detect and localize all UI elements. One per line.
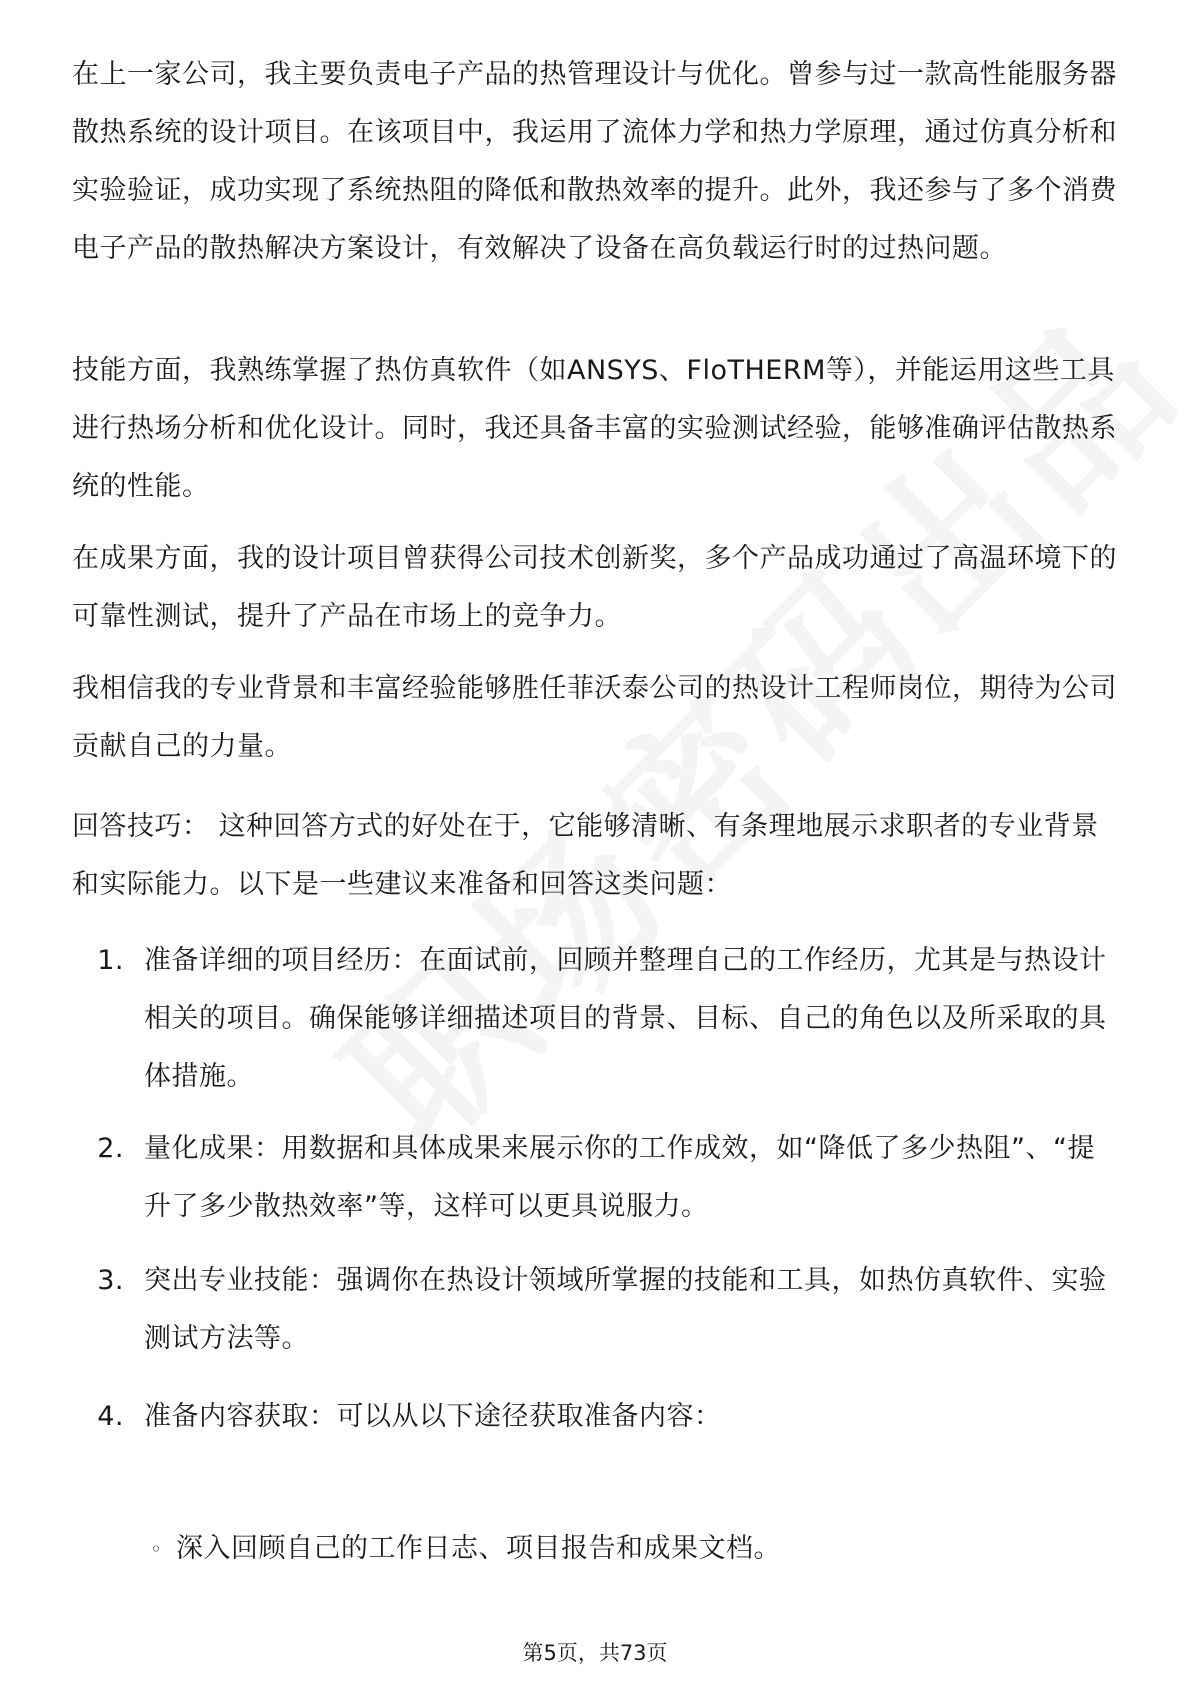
list-text: 准备详细的项目经历：在面试前，回顾并整理自己的工作经历，尤其是与热设计相关的项目。确保能够详细描述项目的背景、目标、自己的角色以及所采取的具体措施。 (144, 945, 1107, 1092)
paragraph-skills: 技能方面，我熟练掌握了热仿真软件（如ANSYS、FloTHERM等），并能运用这些工具进行热场分析和优化设计。同时，我还具备丰富的实验测试经验，能够准确评估散热系统的性能。 (72, 355, 1117, 502)
list-number: 4. (97, 1401, 124, 1432)
bullet-icon: ◦ (150, 1537, 163, 1561)
list-text: 量化成果：用数据和具体成果来展示你的工作成效，如“降低了多少热阻”、“提升了多少散热效率”等，这样可以更具说服力。 (144, 1133, 1095, 1222)
paragraph-achievements: 在成果方面，我的设计项目曾获得公司技术创新奖，多个产品成功通过了高温环境下的可靠性测试，提升了产品在市场上的竞争力。 (72, 543, 1117, 632)
sub-list-item (150, 1520, 1118, 1578)
paragraph-experience: 在上一家公司，我主要负责电子产品的热管理设计与优化。曾参与过一款高性能服务器散热系统的设计项目。在该项目中，我运用了流体力学和热力学原理，通过仿真分析和实验验证，成功实现了系统热阻的降低和散热效率的提升。此外，我还参与了多个消费电子产品的散热解决方案设计，有效解决了设备在高负载运行时的过热问题。 (72, 59, 1117, 264)
list-item (72, 1120, 1118, 1236)
list-number: 2. (97, 1133, 124, 1164)
paragraph-tips: 回答技巧： 这种回答方式的好处在于，它能够清晰、有条理地展示求职者的专业背景和实际能力。以下是一些建议来准备和回答这类问题： (72, 811, 1099, 900)
page-footer: 第5页，共73页 (522, 1641, 668, 1665)
list-number: 1. (97, 945, 124, 976)
list-text: 准备内容获取：可以从以下途径获取准备内容： (144, 1401, 722, 1432)
list-number: 3. (97, 1265, 124, 1296)
list-item (72, 1252, 1118, 1368)
list-item (72, 932, 1118, 1106)
list-item (72, 1388, 1118, 1446)
list-text: 突出专业技能：强调你在热设计领域所掌握的技能和工具，如热仿真软件、实验测试方法等。 (144, 1265, 1107, 1354)
paragraph-conclusion: 我相信我的专业背景和丰富经验能够胜任菲沃泰公司的热设计工程师岗位，期待为公司贡献自己的力量。 (72, 673, 1117, 762)
sub-list-text: 深入回顾自己的工作日志、项目报告和成果文档。 (176, 1533, 781, 1564)
